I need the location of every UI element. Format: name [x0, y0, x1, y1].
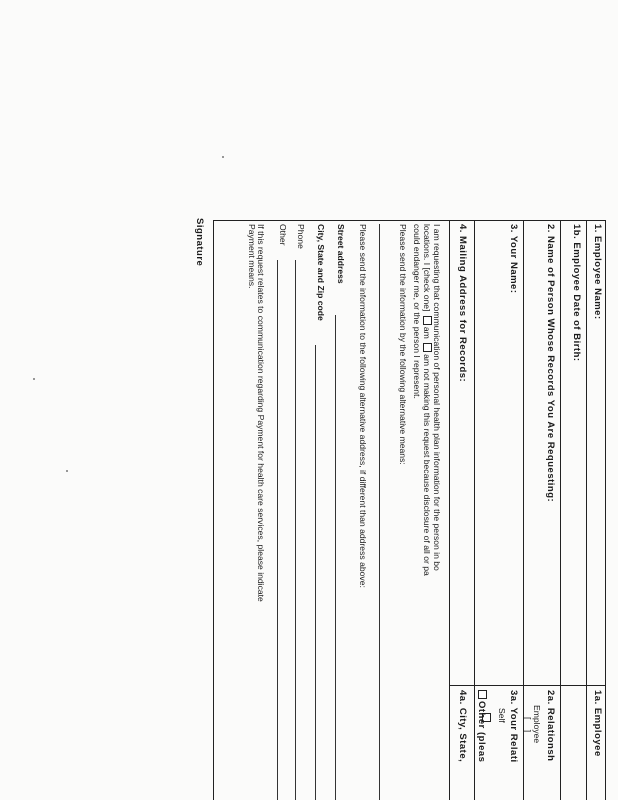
alt-address-label: Please send the information to the following alternative address, if different than address above:: [358, 224, 368, 588]
scan-speck: [66, 470, 68, 472]
alt-means-line[interactable]: [379, 224, 380, 800]
request-reason: making this request because disclosure of all or pa: [422, 382, 432, 576]
phone-label: Phone: [296, 224, 306, 249]
relationship-employee-box[interactable]: [ ]: [523, 717, 533, 737]
person-records-label: 2. Name of Person Whose Records You Are Requesting:: [545, 224, 556, 503]
form-row-divider: [523, 220, 524, 800]
your-relationship-label: 3a. Your Relati: [508, 690, 519, 763]
street-address-line[interactable]: [335, 315, 336, 800]
other-line[interactable]: [277, 260, 278, 800]
street-address-label: Street address: [336, 224, 346, 284]
employee-dob-label: 1b. Employee Date of Birth:: [571, 224, 582, 362]
form-left-border: [213, 220, 606, 221]
form-section-divider: [474, 220, 475, 800]
form-top-border: [605, 220, 606, 800]
phone-line[interactable]: [295, 260, 296, 800]
city-state-zip-label: City, State and Zip code: [316, 224, 326, 321]
payment-text-line1: If this request relates to communication regarding Payment for health care services, please indicate: [256, 224, 266, 602]
am-checkbox[interactable]: [423, 316, 432, 325]
signature-label: Signature: [194, 218, 205, 267]
relationship-option-employee: Employee: [532, 705, 542, 744]
am-not-label: am not: [422, 354, 432, 381]
rotated-form: [98, 220, 618, 800]
relationship-option-self: Self: [497, 708, 507, 723]
city-state-label: 4a. City, State,: [457, 690, 468, 763]
city-state-zip-line[interactable]: [315, 345, 316, 800]
your-name-label: 3. Your Name:: [508, 224, 519, 294]
request-text-line3: could endanger me, or the person I represent.: [412, 224, 422, 399]
scan-speck: [222, 156, 224, 158]
form-bottom-border: [213, 220, 214, 800]
other-option[interactable]: [476, 688, 487, 762]
other-label: Other: [278, 224, 288, 246]
relationship-label: 2a. Relationsh: [545, 690, 556, 762]
am-not-checkbox[interactable]: [423, 343, 432, 352]
form-row-divider: [560, 220, 561, 800]
employee-id-label: 1a. Employee: [592, 690, 603, 757]
payment-text-line2: Payment means.: [247, 224, 257, 289]
alt-means-label: Please send the information by the following alternative means:: [398, 224, 408, 465]
employee-name-label: 1. Employee Name:: [592, 224, 603, 320]
other-option-label: Other (pleas: [476, 701, 487, 763]
am-label: am: [422, 326, 432, 339]
mailing-address-label: 4. Mailing Address for Records:: [457, 224, 468, 383]
form-section-divider: [449, 220, 450, 800]
request-text-line2: [422, 224, 432, 576]
request-check-one: locations. I [check one]: [422, 224, 432, 312]
other-checkbox[interactable]: [478, 690, 487, 699]
form-column-divider: [450, 685, 606, 686]
request-text-line1: I am requesting that communication of personal health plan information for the person in bo: [432, 224, 442, 571]
scan-speck: [33, 378, 35, 380]
form-row-divider: [586, 220, 587, 800]
